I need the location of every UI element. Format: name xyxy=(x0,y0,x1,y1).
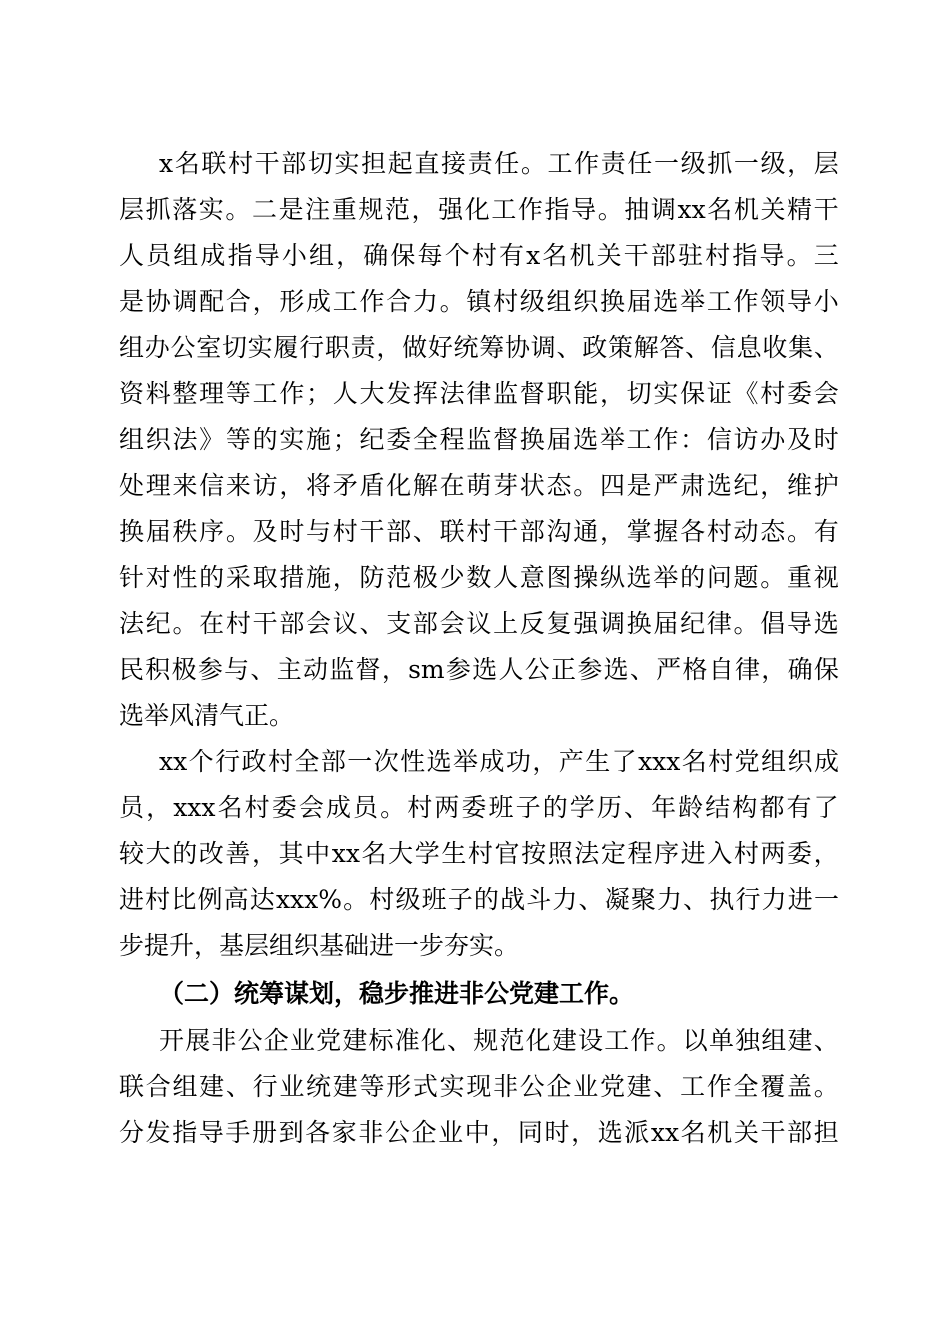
paragraph-3-line-2: 联 合 组 建 、 行 业 统 建 等 形 式 实 现 非 公 企 业 党 建 、 工 作 全 覆 盖 。 xyxy=(119,1072,839,1101)
paragraph-1-line-7: 组 织 法 》 等 的 实 施 ； 纪 委 全 程 监 督 换 届 选 举 工 作 ： 信 访 办 及 时 xyxy=(119,425,839,454)
paragraph-3-line-3: 分 发 指 导 手 册 到 各 家 非 公 企 业 中 ， 同 时 ， 选 派 xx 名 机 关 干 部 担 xyxy=(119,1118,839,1147)
paragraph-1-line-10: 针 对 性 的 采 取 措 施 ， 防 范 极 少 数 人 意 图 操 纵 选 举 的 问 题 。 重 视 xyxy=(119,563,839,592)
paragraph-1-line-4: 是 协 调 配 合 ， 形 成 工 作 合 力 。 镇 村 级 组 织 换 届 选 举 工 作 领 导 小 xyxy=(119,287,839,316)
paragraph-1-line-6: 资 料 整 理 等 工 作 ； 人 大 发 挥 法 律 监 督 职 能 ， 切 实 保 证 《 村 委 会 xyxy=(119,379,839,408)
paragraph-2-line-5: 步提升，基层组织基础进一步夯实。 xyxy=(119,931,520,960)
paragraph-1-line-13: 选举风清气正。 xyxy=(119,701,295,730)
paragraph-2-line-4: 进 村 比 例 高 达 xxx% 。 村 级 班 子 的 战 斗 力 、 凝 聚 力 、 执 行 力 进 一 xyxy=(119,885,839,914)
paragraph-1-line-11: 法 纪 。 在 村 干 部 会 议 、 支 部 会 议 上 反 复 强 调 换 届 纪 律 。 倡 导 选 xyxy=(119,609,839,638)
paragraph-1-line-2: 层 抓 落 实 。 二 是 注 重 规 范 ， 强 化 工 作 指 导 。 抽 调 xx 名 机 关 精 干 xyxy=(119,195,839,224)
paragraph-1-line-1: x 名 联 村 干 部 切 实 担 起 直 接 责 任 。 工 作 责 任 一 级 抓 一 级 ， 层 xyxy=(159,149,839,178)
section-heading: （二）统筹谋划，稳步推进非公党建工作。 xyxy=(159,979,635,1008)
paragraph-1-line-9: 换 届 秩 序 。 及 时 与 村 干 部 、 联 村 干 部 沟 通 ， 掌 握 各 村 动 态 。 有 xyxy=(119,517,839,546)
paragraph-2-line-2: 员 ， xxx 名 村 委 会 成 员 。 村 两 委 班 子 的 学 历 、 年 龄 结 构 都 有 了 xyxy=(119,793,839,822)
paragraph-1-line-8: 处 理 来 信 来 访 ， 将 矛 盾 化 解 在 萌 芽 状 态 。 四 是 严 肃 选 纪 ， 维 护 xyxy=(119,471,839,500)
paragraph-1-line-3: 人 员 组 成 指 导 小 组 ， 确 保 每 个 村 有 x 名 机 关 干 部 驻 村 指 导 。 三 xyxy=(119,241,839,270)
paragraph-3-line-1: 开 展 非 公 企 业 党 建 标 准 化 、 规 范 化 建 设 工 作 。 以 单 独 组 建 、 xyxy=(159,1026,839,1055)
paragraph-2-line-3: 较 大 的 改 善 ， 其 中 xx 名 大 学 生 村 官 按 照 法 定 程 序 进 入 村 两 委 ， xyxy=(119,839,839,868)
paragraph-1-line-12: 民 积 极 参 与 、 主 动 监 督 ， sm 参 选 人 公 正 参 选 、 严 格 自 律 ， 确 保 xyxy=(119,655,839,684)
paragraph-2-line-1: xx 个 行 政 村 全 部 一 次 性 选 举 成 功 ， 产 生 了 xxx 名 村 党 组 织 成 xyxy=(159,747,839,776)
paragraph-1-line-5: 组 办 公 室 切 实 履 行 职 责 ， 做 好 统 筹 协 调 、 政 策 解 答 、 信 息 收 集 、 xyxy=(119,333,839,362)
